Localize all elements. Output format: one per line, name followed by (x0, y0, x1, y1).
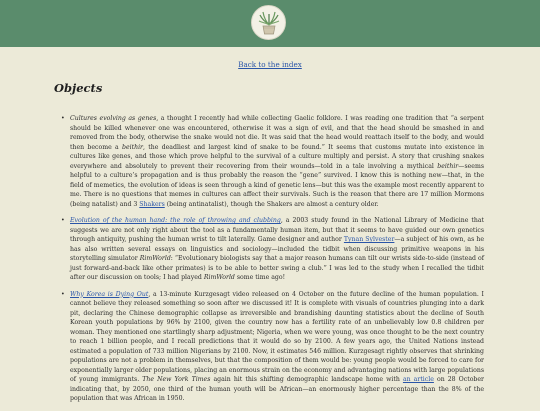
bullet-icon: • (61, 290, 65, 298)
item-emphasis: RimWorld (139, 255, 171, 262)
bullet-icon: • (61, 115, 65, 122)
potted-plant-icon (257, 10, 281, 36)
shakers-link[interactable]: Shakers (139, 200, 165, 208)
item-body-text: , a 13-minute Kurzgesagt video released on 4 October on the future decline of the human population. I cannot believe they released something so soon after we discussed it! It is complete with visuals of countries plunging into a dark pit, declaring the Chinese demographic collapse as irreversible and brandishing daunting statistics about the decline of South Korean youth populations by 96% by 2100, given the country now has a fertility rate of an unbelievably low 0.8 children per woman. They mentioned one startlingly sharp adjustment; Nigeria, when we were young, was once thought to be the next country to reach 1 billion people, and I recall predictions that it would do so by 2100. A few years ago, the United Nations instead estimated a population of 733 million Nigerians by 2100. Now, it estimates 546 million. Kurzgesagt rightly observes that shrinking populations are not a problem in themselves, but that the composition of them would be: young people would be forced to care for exponentially larger older populations, placing an enormous strain on the economy and advantaging nations with large populations of young immigrants. (70, 290, 484, 383)
item-body-text: again hit this shifting demographic landscape home with (210, 376, 403, 383)
header-bar (0, 0, 540, 47)
nyt-article-link[interactable]: an article (402, 376, 434, 383)
item-body-text: : “Evolutionary biologists say that a major reason humans can tilt our wrists side-to-side (instead of just forward-and-back like other primates) is to be able to better swing a club.” I was led to the study when I recalled the tidbit after our discussion on tools; I had played (70, 255, 484, 281)
item-emphasis: beithir (437, 162, 459, 170)
back-to-index-link[interactable]: Back to the index (238, 60, 302, 69)
item-text (70, 290, 484, 404)
item-emphasis: RimWorld (203, 274, 235, 281)
site-logo[interactable] (251, 5, 286, 40)
item-body-text: (being antinatalist), though the Shakers are almost a century older. (164, 200, 379, 208)
item-body-text: , a 2003 study found in the National Library of Medicine that suggests we are not only right about the tool as a fundamentally human item, but that it seems to have guided our own genetics through antiquity, pushing the human wrist to tilt laterally. Game designer and author (70, 217, 484, 243)
item-body-text: —seems helpful to a culture’s propagation and is thus probably the reason the “gene” survived. I know this is nothing new—that, in the field of memetics, the evolution of ideas is seen through a kind of genetic lens—but this was the example most recently apparent to me. There is no questions that memes in cultures can affect their survivals. Such is the reason that there are 17 million Mormons (being natalist) and 3 (70, 162, 484, 208)
item-lead-phrase: Cultures evolving as genes (70, 115, 157, 122)
list-item (54, 216, 484, 283)
korea-video-link[interactable]: Why Korea is Dying Out (70, 290, 149, 298)
item-text (70, 216, 484, 283)
list-item (54, 114, 484, 209)
item-body-text: , a thought I recently had while collecting Gaelic folklore. I was reading one tradition that “a serpent should be killed whenever one was encountered, otherwise it was a sign of evil, and that the head should be smashed in and removed from the body, otherwise the snake would not die. It was said that the head would reattach itself to the body, and would then become a (70, 115, 484, 151)
bullet-icon: • (61, 217, 65, 224)
item-body-text: some time ago! (234, 274, 286, 281)
item-text (70, 114, 484, 209)
item-emphasis: beithir (122, 143, 144, 151)
item-body-text: —a subject of his own, as he has also written several essays on linguistics and sociology—included the tidbit when discussing primitive weapons in his storytelling simulator (70, 236, 484, 262)
item-body-text: on 28 October indicating that, by 2050, one third of the human youth will be African—an enormously higher percentage than the 8% of the population that was African in 1950. (70, 376, 485, 402)
list-item (54, 290, 484, 404)
item-body-text: , the deadliest and largest kind of snake to be found.” It seems that customs mutate into existence in cultures like genes, and those which prove helpful to the survival of a culture multiply and persist. A story that crushing snakes everywhere and absolutely to prevent their recovering from their wounds—told in a tale involving a mythical (70, 143, 484, 170)
item-emphasis: The New York Times (142, 376, 211, 383)
page-title: Objects (54, 81, 103, 95)
objects-list (54, 114, 484, 411)
evolution-hand-study-link[interactable]: Evolution of the human hand: the role of throwing and clubbing (70, 217, 281, 224)
tynan-sylvester-link[interactable]: Tynan Sylvester (343, 236, 395, 243)
